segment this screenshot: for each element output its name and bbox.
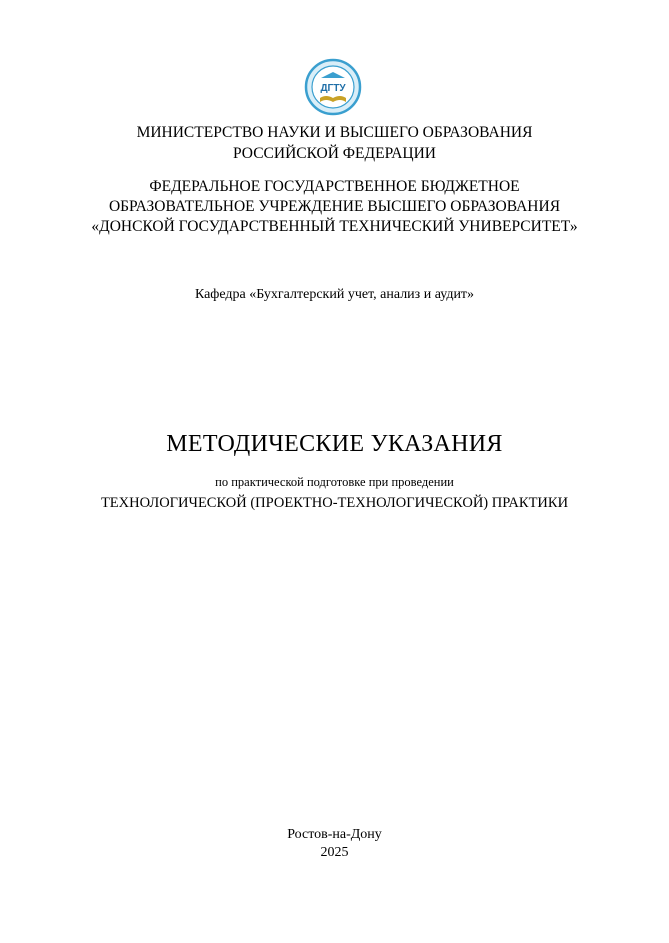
seal-text: ДГТУ — [320, 83, 346, 94]
department-name: Кафедра «Бухгалтерский учет, анализ и аудит» — [194, 287, 475, 302]
city: Ростов-на-Дону — [287, 827, 382, 842]
year: 2025 — [320, 845, 349, 860]
document-subtitle: по практической подготовке при проведении — [215, 475, 454, 489]
document-title: МЕТОДИЧЕСКИЕ УКАЗАНИЯ — [166, 431, 503, 457]
ministry-header — [0, 122, 669, 164]
university-line-2: ОБРАЗОВАТЕЛЬНОЕ УЧРЕЖДЕНИЕ ВЫСШЕГО ОБРАЗОВАНИЯ — [108, 198, 561, 215]
university-seal-icon — [304, 58, 362, 116]
university-logo — [304, 58, 362, 116]
ministry-line-2: РОССИЙСКОЙ ФЕДЕРАЦИИ — [233, 145, 436, 162]
university-line-1: ФЕДЕРАЛЬНОЕ ГОСУДАРСТВЕННОЕ БЮДЖЕТНОЕ — [149, 178, 520, 195]
practice-name: ТЕХНОЛОГИЧЕСКОЙ (ПРОЕКТНО-ТЕХНОЛОГИЧЕСКОЙ) ПРАКТИКИ — [100, 495, 569, 511]
university-header — [0, 177, 669, 237]
university-line-3: «ДОНСКОЙ ГОСУДАРСТВЕННЫЙ ТЕХНИЧЕСКИЙ УНИВЕРСИТЕТ» — [91, 218, 578, 235]
ministry-line-1: МИНИСТЕРСТВО НАУКИ И ВЫСШЕГО ОБРАЗОВАНИЯ — [136, 124, 533, 141]
